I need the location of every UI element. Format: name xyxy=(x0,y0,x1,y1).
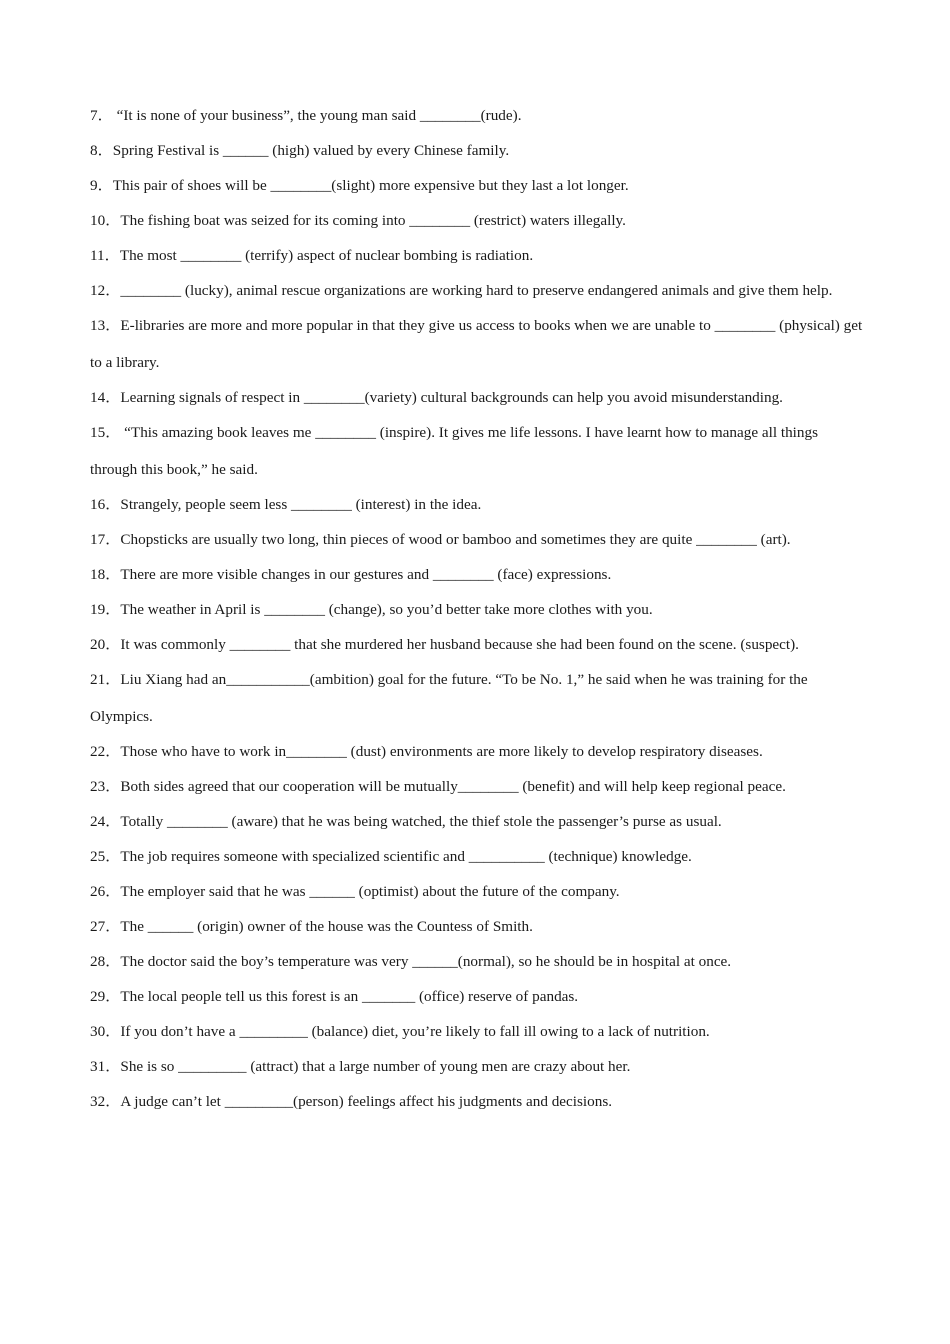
question-item xyxy=(90,97,865,134)
question-number: 17． xyxy=(90,531,121,548)
question-text: Those who have to work in________ (dust) environments are more likely to develop respiratory diseases. xyxy=(120,743,763,760)
question-item xyxy=(90,838,865,875)
question-number: 21． xyxy=(90,671,121,688)
question-text: Chopsticks are usually two long, thin pieces of wood or bamboo and sometimes they are quite ________ (art). xyxy=(120,531,791,548)
question-text: If you don’t have a _________ (balance) diet, you’re likely to fall ill owing to a lack of nutrition. xyxy=(120,1023,710,1040)
question-text: Liu Xiang had an___________(ambition) goal for the future. “To be No. 1,” he said when he was training for the Olympics. xyxy=(90,671,808,725)
question-number: 19． xyxy=(90,601,121,618)
question-number: 14． xyxy=(90,389,121,406)
question-number: 11． xyxy=(90,247,120,264)
question-item xyxy=(90,556,865,593)
question-text: “It is none of your business”, the young man said ________(rude). xyxy=(112,107,522,124)
question-text: Both sides agreed that our cooperation will be mutually________ (benefit) and will help keep regional peace. xyxy=(120,778,786,795)
question-item xyxy=(90,661,865,735)
question-text: The weather in April is ________ (change), so you’d better take more clothes with you. xyxy=(120,601,653,618)
question-number: 29． xyxy=(90,988,121,1005)
question-number: 26． xyxy=(90,883,121,900)
question-number: 30． xyxy=(90,1023,121,1040)
question-text: The doctor said the boy’s temperature was very ______(normal), so he should be in hospital at once. xyxy=(120,953,732,970)
question-number: 7． xyxy=(90,107,113,124)
question-text: The local people tell us this forest is an _______ (office) reserve of pandas. xyxy=(120,988,579,1005)
question-item xyxy=(90,272,865,309)
question-number: 24． xyxy=(90,813,121,830)
question-number: 18． xyxy=(90,566,121,583)
question-text: “This amazing book leaves me ________ (inspire). It gives me life lessons. I have learnt how to manage all things through this book,” he said. xyxy=(90,424,818,478)
question-text: There are more visible changes in our gestures and ________ (face) expressions. xyxy=(120,566,612,583)
question-item xyxy=(90,908,865,945)
question-text: The job requires someone with specialized scientific and __________ (technique) knowledge. xyxy=(120,848,692,865)
question-text: Learning signals of respect in ________(variety) cultural backgrounds can help you avoid misunderstanding. xyxy=(120,389,783,406)
question-number: 12． xyxy=(90,282,121,299)
question-number: 9． xyxy=(90,177,113,194)
question-item xyxy=(90,167,865,204)
question-number: 10． xyxy=(90,212,121,229)
question-text: The employer said that he was ______ (optimist) about the future of the company. xyxy=(120,883,620,900)
question-number: 15． xyxy=(90,424,121,441)
question-number: 16． xyxy=(90,496,121,513)
question-number: 32． xyxy=(90,1093,121,1110)
question-text: E-libraries are more and more popular in that they give us access to books when we are unable to ________ (physical) get to a library. xyxy=(90,317,863,371)
question-number: 28． xyxy=(90,953,121,970)
question-number: 8． xyxy=(90,142,113,159)
question-item xyxy=(90,1013,865,1050)
question-item xyxy=(90,943,865,980)
question-item xyxy=(90,132,865,169)
question-text: She is so _________ (attract) that a large number of young men are crazy about her. xyxy=(120,1058,631,1075)
question-text: ________ (lucky), animal rescue organizations are working hard to preserve endangered animals and give them help. xyxy=(120,282,833,299)
question-item xyxy=(90,733,865,770)
question-item xyxy=(90,768,865,805)
question-item xyxy=(90,803,865,840)
question-item xyxy=(90,379,865,416)
question-text: A judge can’t let _________(person) feelings affect his judgments and decisions. xyxy=(120,1093,613,1110)
question-text: Strangely, people seem less ________ (interest) in the idea. xyxy=(120,496,482,513)
question-item xyxy=(90,591,865,628)
question-number: 13． xyxy=(90,317,121,334)
question-number: 20． xyxy=(90,636,121,653)
question-item xyxy=(90,1083,865,1120)
question-list xyxy=(90,97,865,1118)
question-item xyxy=(90,202,865,239)
question-text: The ______ (origin) owner of the house was the Countess of Smith. xyxy=(120,918,533,935)
question-item xyxy=(90,486,865,523)
question-text: It was commonly ________ that she murdered her husband because she had been found on the scene. (suspect). xyxy=(120,636,799,653)
question-text: Totally ________ (aware) that he was being watched, the thief stole the passenger’s purse as usual. xyxy=(120,813,722,830)
question-text: This pair of shoes will be ________(slight) more expensive but they last a lot longer. xyxy=(112,177,629,194)
question-item xyxy=(90,237,865,274)
question-item xyxy=(90,873,865,910)
question-text: The most ________ (terrify) aspect of nuclear bombing is radiation. xyxy=(119,247,534,264)
question-number: 25． xyxy=(90,848,121,865)
question-item xyxy=(90,307,865,381)
question-number: 23． xyxy=(90,778,121,795)
question-item xyxy=(90,521,865,558)
question-item xyxy=(90,978,865,1015)
question-number: 22． xyxy=(90,743,121,760)
question-item xyxy=(90,1048,865,1085)
question-text: The fishing boat was seized for its coming into ________ (restrict) waters illegally. xyxy=(120,212,626,229)
question-item xyxy=(90,626,865,663)
question-text: Spring Festival is ______ (high) valued by every Chinese family. xyxy=(112,142,510,159)
question-number: 31． xyxy=(90,1058,121,1075)
question-number: 27． xyxy=(90,918,121,935)
question-item xyxy=(90,414,865,488)
